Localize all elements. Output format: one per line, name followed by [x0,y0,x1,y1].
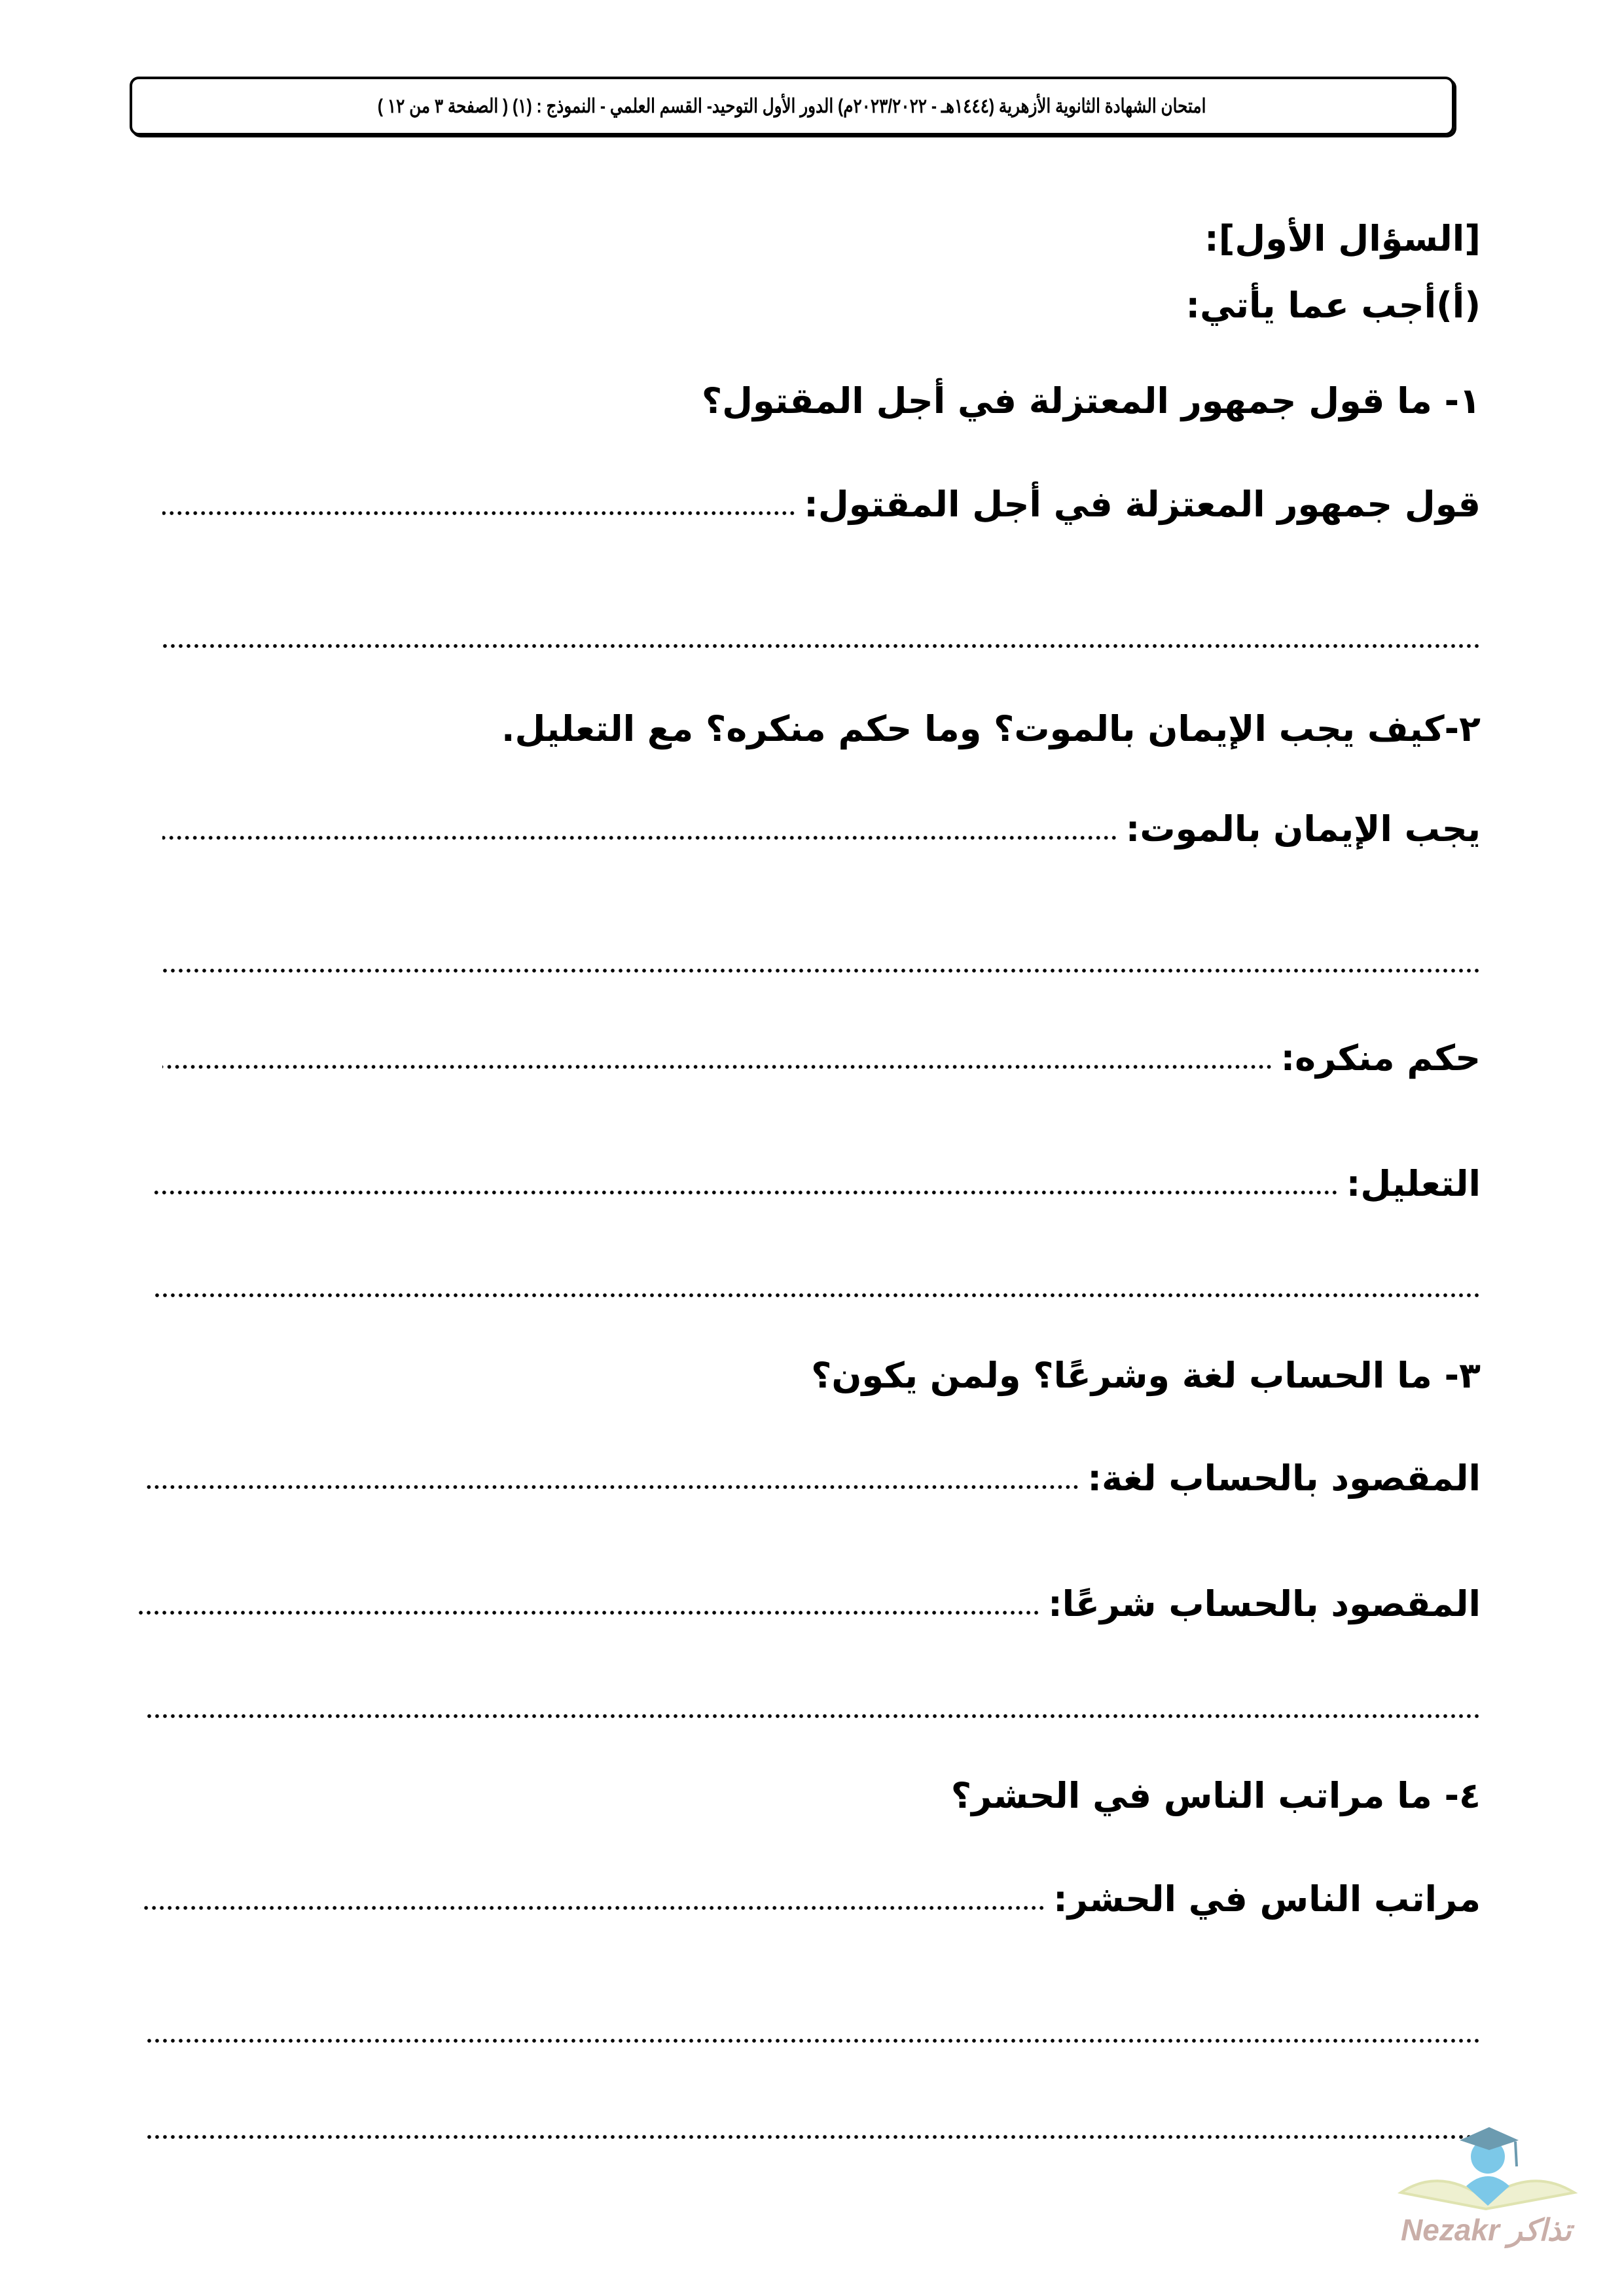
dotted-answer-field[interactable] [162,511,796,516]
exam-header-box [130,77,1454,135]
dotted-answer-field[interactable] [137,1610,1040,1615]
dotted-answer-field[interactable] [145,2134,1481,2140]
dotted-answer-field[interactable] [162,643,1481,649]
graduate-book-icon [1388,2121,1584,2212]
answer-line [162,473,1481,525]
line-label: المقصود بالحساب لغة: [1087,1458,1481,1499]
dotted-answer-field[interactable] [162,1064,1273,1069]
line-label: التعليل: [1346,1163,1481,1204]
answer-blank-line [145,2000,1481,2053]
answer-blank-line [145,1676,1481,1728]
answer-blank-line [162,605,1481,658]
line-label: (أ)أجب عما يأتي: [1185,285,1481,326]
answer-blank-line [162,930,1481,982]
dotted-answer-field[interactable] [145,1713,1481,1719]
line-label: [السؤال الأول]: [1204,218,1481,259]
line-label: قول جمهور المعتزلة في أجل المقتول: [804,484,1481,525]
question-text [1204,207,1481,259]
answer-blank-line [145,2096,1481,2149]
line-label: حكم منكره: [1280,1037,1481,1079]
dotted-answer-field[interactable] [162,968,1481,973]
answer-line [162,1026,1481,1079]
dotted-answer-field[interactable] [145,1484,1079,1490]
question-text [702,369,1481,422]
answer-line [145,1446,1481,1499]
answer-line [152,1152,1481,1204]
logo-text: Nezakr تذاكر [1401,2213,1572,2247]
nezakr-logo [1388,2121,1584,2251]
question-text [501,697,1481,749]
line-label: مراتب الناس في الحشر: [1053,1878,1481,1920]
dotted-answer-field[interactable] [145,2038,1481,2043]
line-label: ٣- ما الحساب لغة وشرعًا؟ ولمن يكون؟ [811,1355,1481,1396]
line-label: ٢-كيف يجب الإيمان بالموت؟ وما حكم منكره؟ مع التعليل. [501,708,1481,749]
line-label: المقصود بالحساب شرعًا: [1048,1583,1481,1624]
dotted-answer-field[interactable] [162,835,1118,840]
dotted-answer-field[interactable] [140,1905,1045,1910]
line-label: يجب الإيمان بالموت: [1125,808,1481,850]
question-text [811,1344,1481,1396]
dotted-answer-field[interactable] [152,1293,1481,1298]
answer-line [162,797,1481,850]
question-text [1186,274,1481,326]
dotted-answer-field[interactable] [152,1190,1339,1195]
exam-header-title: امتحان الشهادة الثانوية الأزهرية (١٤٤٤هـ - ٢٠٢٣/٢٠٢٢م) الدور الأول التوحيد- القسم العلمي - النموذج : (١) ( الصفحة ٣ من ١٢ ) [378,95,1206,117]
answer-line [137,1572,1481,1624]
question-text [951,1764,1481,1816]
line-label: ٤- ما مراتب الناس في الحشر؟ [950,1775,1481,1816]
answer-blank-line [152,1255,1481,1307]
line-label: ١- ما قول جمهور المعتزلة في أجل المقتول؟ [701,380,1481,422]
answer-line [140,1867,1481,1920]
